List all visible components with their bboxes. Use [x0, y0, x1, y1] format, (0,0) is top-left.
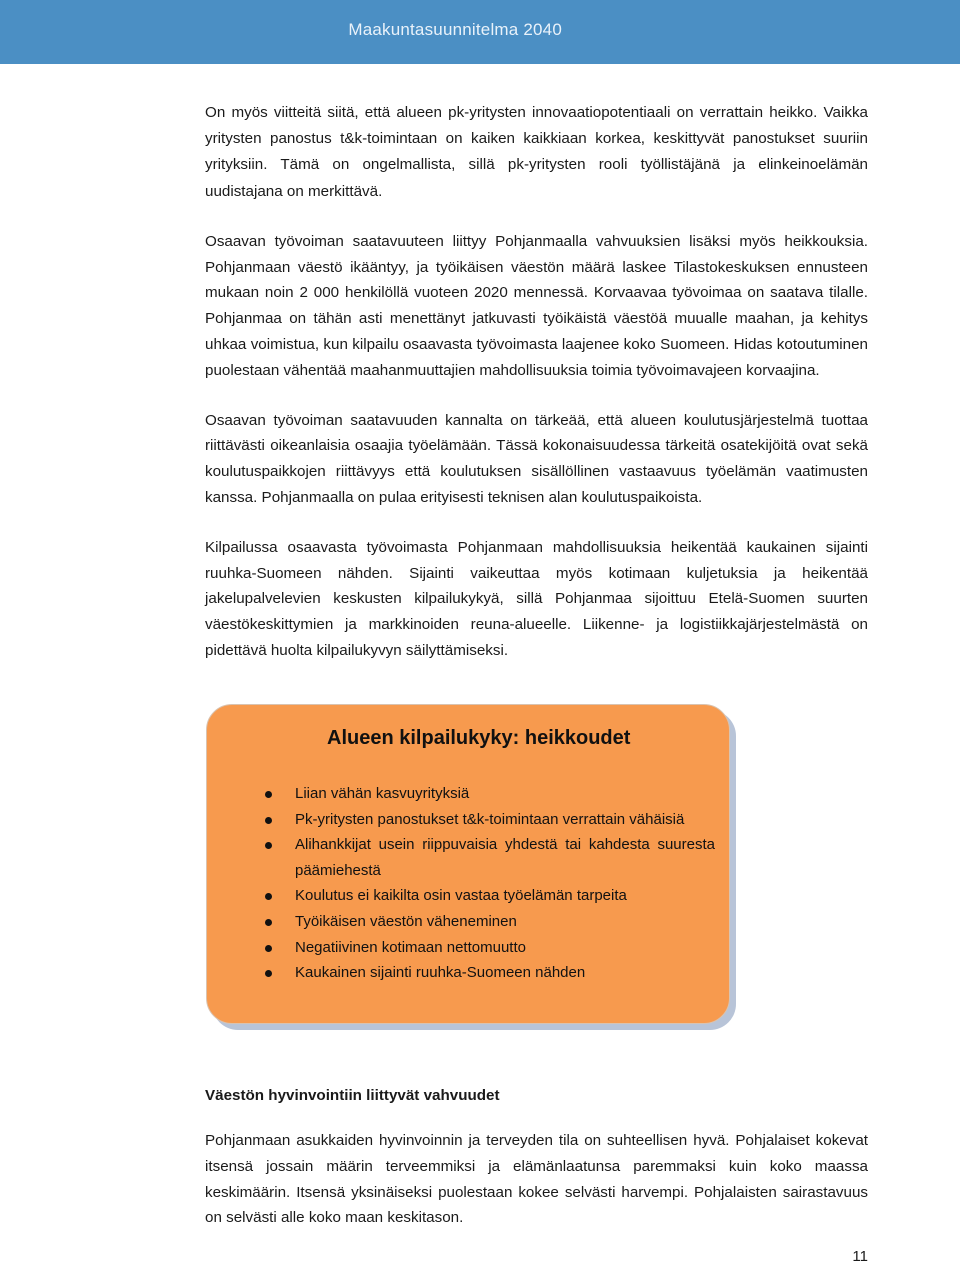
callout-box	[206, 704, 730, 1024]
list-item: Alihankkijat usein riippuvaisia yhdestä tai kahdesta suuresta päämiehestä	[207, 832, 715, 883]
paragraph-innovation: On myös viitteitä siitä, että alueen pk-yritysten innovaatiopotentiaali on verrattain heikko. Vaikka yritysten panostus t&k-toimintaan on kaiken kaikkiaan korkea, keskittyvät panostukset suuriin yrityksiin. Tämä on ongelmallista, sillä pk-yritysten rooli työllistäjänä ja elinkeinoelämän uudistajana on merkittävä.	[205, 104, 868, 200]
paragraph-wellbeing: Pohjanmaan asukkaiden hyvinvoinnin ja terveyden tila on suhteellisen hyvä. Pohjalaiset kokevat itsensä jossain määrin terveemmiksi ja elämänlaatunsa paremmaksi kuin koko maassa keskimäärin. Itsensä yksinäiseksi puolestaan kokee selvästi harvempi. Pohjalaisten sairastavuus on selvästi alle koko maan keskitason.	[205, 1132, 868, 1227]
weaknesses-list	[207, 781, 727, 986]
callout-title: Alueen kilpailukyky: heikkoudet	[327, 727, 631, 749]
weaknesses-callout	[206, 704, 736, 1030]
bullet-icon	[265, 919, 272, 926]
bullet-icon	[265, 842, 272, 849]
list-item: Liian vähän kasvuyrityksiä	[207, 781, 715, 807]
paragraph-workforce: Osaavan työvoiman saatavuuteen liittyy Pohjanmaalla vahvuuksien lisäksi myös heikkouksia. Pohjanmaan väestö ikääntyy, ja työikäisen väestön määrä laskee Tilastokeskuksen ennusteen mukaan noin 2 000 henkilöllä vuoteen 2020 mennessä. Korvaavaa työvoimaa on saatava tilalle. Pohjanmaa on tähän asti menettänyt jatkuvasti työikäistä väestöä muualle maahan, ja kehitys uhkaa voimistua, kun kilpailu osaavasta työvoimasta laajenee koko Suomeen. Hidas kotoutuminen puolestaan vähentää maahanmuuttajien mahdollisuuksia toimia työvoimavajeen korvaajina.	[205, 232, 868, 379]
list-item: Negatiivinen kotimaan nettomuutto	[207, 935, 715, 961]
page-number: 11	[852, 1248, 868, 1265]
list-item: Työikäisen väestön väheneminen	[207, 909, 715, 935]
bullet-icon	[265, 817, 272, 824]
paragraph-location: Kilpailussa osaavasta työvoimasta Pohjanmaan mahdollisuuksia heikentää kaukainen sijainti ruuhka-Suomeen nähden. Sijainti vaikeuttaa myös kotimaan kuljetuksia ja heikentää jakelupalvelevien keskusten kilpailukykyä, sillä Pohjanmaa sijoittuu Etelä-Suomen suurten väestökeskittymien ja markkinoiden reuna-alueelle. Liikenne- ja logistiikkajärjestelmästä on pidettävä huolta kilpailukyvyn säilyttämiseksi.	[205, 538, 868, 659]
list-item: Koulutus ei kaikilta osin vastaa työelämän tarpeita	[207, 883, 715, 909]
list-item: Pk-yritysten panostukset t&k-toimintaan verrattain vähäisiä	[207, 807, 715, 833]
bullet-icon	[265, 970, 272, 977]
section-heading: Väestön hyvinvointiin liittyvät vahvuudet	[205, 1087, 500, 1104]
bullet-icon	[265, 945, 272, 952]
bullet-icon	[265, 791, 272, 798]
body-text	[205, 100, 868, 688]
bullet-icon	[265, 893, 272, 900]
list-item: Kaukainen sijainti ruuhka-Suomeen nähden	[207, 960, 715, 986]
document-title: Maakuntasuunnitelma 2040	[348, 20, 562, 39]
paragraph-education: Osaavan työvoiman saatavuuden kannalta on tärkeää, että alueen koulutusjärjestelmä tuottaa riittävästi oikeanlaisia osaajia työelämään. Tässä kokonaisuudessa tärkeitä osatekijöitä ovat sekä koulutuspaikkojen riittävyys että koulutuksen sisällöllinen vastaavuus työelämän vaatimusten kanssa. Pohjanmaalla on pulaa erityisesti teknisen alan koulutuspaikoista.	[205, 411, 868, 506]
header-bar	[0, 0, 960, 64]
